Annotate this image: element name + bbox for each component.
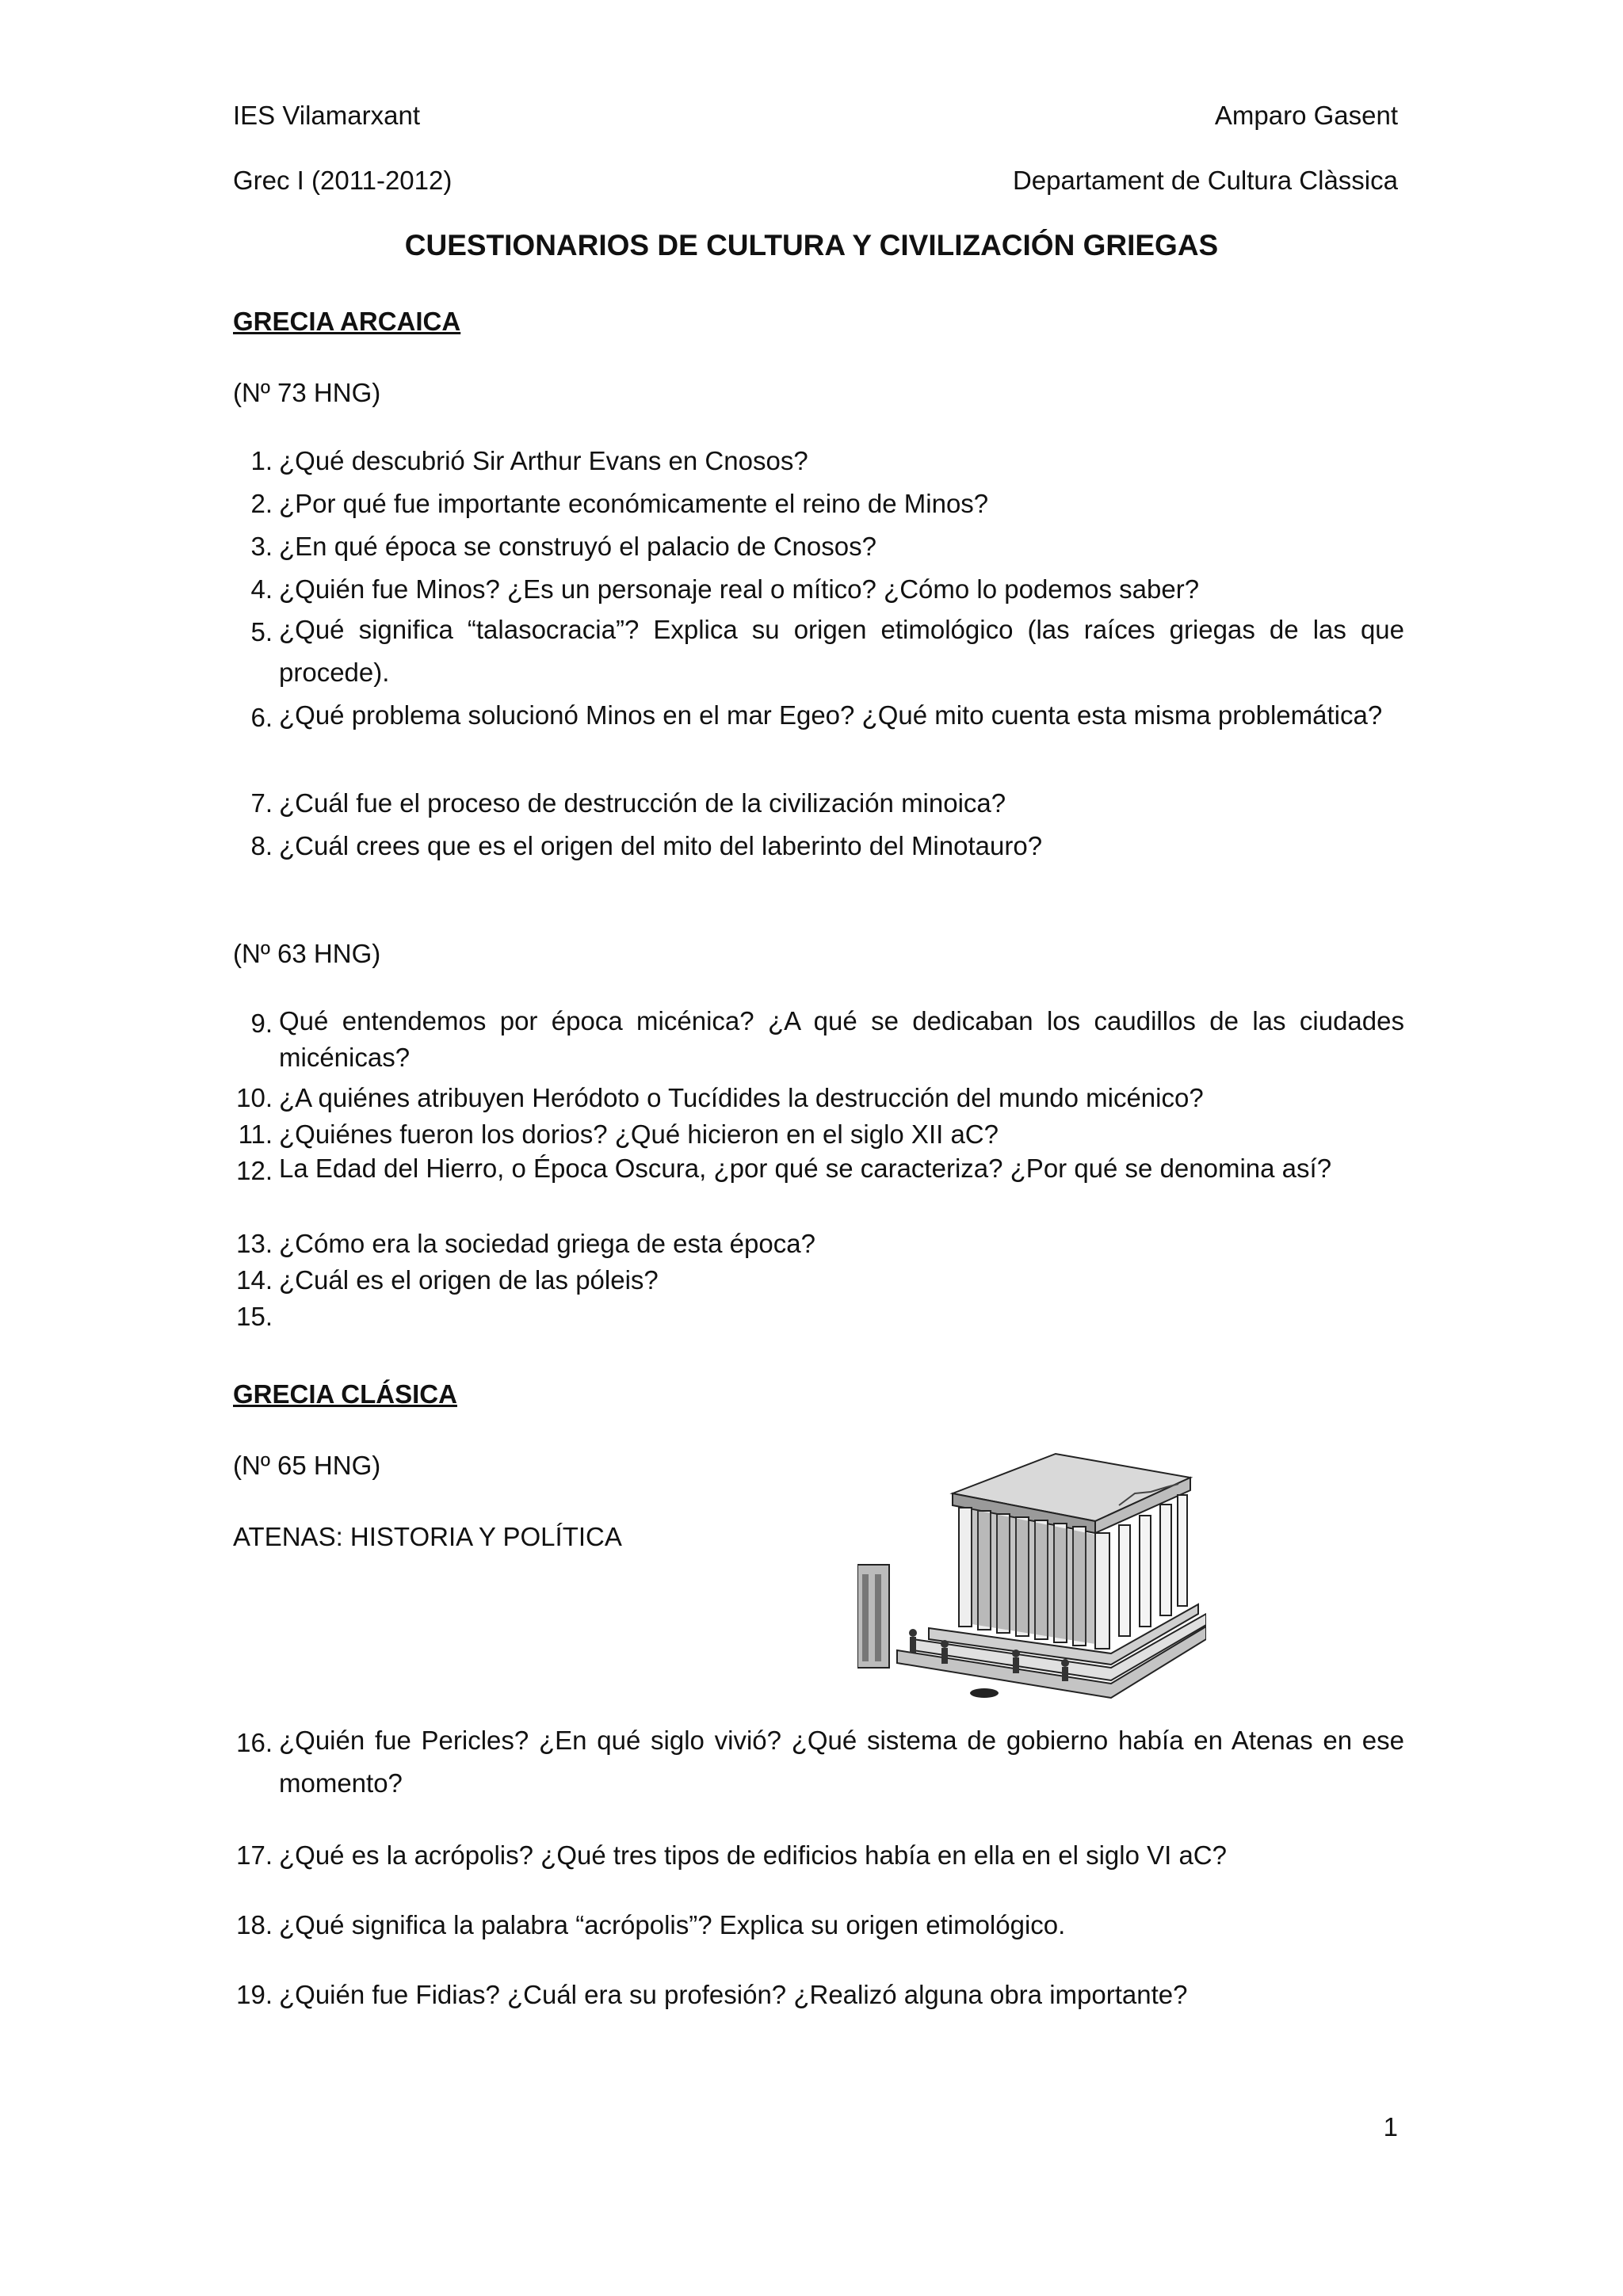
question-text: ¿Cuál crees que es el origen del mito del laberinto del Minotauro? [279, 831, 1043, 860]
question-number: 9. [250, 1009, 273, 1038]
question-text: Qué entendemos por época micénica? ¿A qué se dedicaban los caudillos de las ciudades micénicas? [279, 1006, 1404, 1072]
question-number: 8. [250, 831, 273, 860]
question-number: 2. [250, 489, 273, 518]
question-11 [238, 1119, 1404, 1150]
question-6 [250, 694, 1404, 737]
question-text: ¿Qué significa la palabra “acrópolis”? Explica su origen etimológico. [279, 1910, 1066, 1939]
reference-65-hng: (Nº 65 HNG) [233, 1451, 381, 1480]
question-16 [236, 1726, 1404, 1805]
question-number: 7. [250, 788, 273, 818]
header-course: Grec I (2011-2012) [233, 166, 453, 195]
question-number: 17. [236, 1840, 273, 1870]
reference-73-hng: (Nº 73 HNG) [233, 378, 381, 407]
question-number: 15. [236, 1302, 273, 1331]
question-number: 10. [236, 1083, 273, 1112]
question-text: ¿Cuál es el origen de las póleis? [279, 1265, 659, 1295]
question-8 [250, 830, 1404, 862]
question-7 [250, 788, 1404, 819]
question-4 [250, 574, 1404, 605]
parthenon-illustration [857, 1446, 1206, 1707]
question-number: 6. [250, 703, 273, 732]
question-18 [236, 1909, 1404, 1941]
question-19 [236, 1979, 1404, 2011]
header-school: IES Vilamarxant [233, 101, 420, 130]
question-text: ¿Cómo era la sociedad griega de esta época? [279, 1229, 815, 1258]
question-17 [236, 1840, 1404, 1871]
question-3 [250, 531, 1404, 563]
document-title: CUESTIONARIOS DE CULTURA Y CIVILIZACIÓN GRIEGAS [404, 229, 1219, 261]
question-9 [250, 1006, 1404, 1076]
question-number: 12. [236, 1156, 273, 1185]
question-13 [236, 1228, 1404, 1260]
question-number: 19. [236, 1980, 273, 2009]
question-text: ¿A quiénes atribuyen Heródoto o Tucídides la destrucción del mundo micénico? [279, 1083, 1204, 1112]
question-number: 4. [250, 574, 273, 604]
question-text: La Edad del Hierro, o Época Oscura, ¿por qué se caracteriza? ¿Por qué se denomina así? [279, 1154, 1332, 1183]
question-text: ¿Qué problema solucionó Minos en el mar Egeo? ¿Qué mito cuenta esta misma problemática? [279, 700, 1383, 730]
section-heading-classical: GRECIA CLÁSICA [233, 1379, 457, 1409]
question-text: ¿Quién fue Pericles? ¿En qué siglo vivió? ¿Qué sistema de gobierno había en Atenas en ese momento? [279, 1726, 1404, 1798]
question-1 [250, 445, 1404, 477]
header-department: Departament de Cultura Clàssica [1012, 166, 1398, 195]
question-number: 11. [238, 1119, 273, 1149]
question-text: ¿Por qué fue importante económicamente el reino de Minos? [279, 489, 989, 518]
question-number: 5. [250, 617, 273, 646]
question-number: 1. [250, 446, 273, 475]
subheading-athens: ATENAS: HISTORIA Y POLÍTICA [233, 1522, 622, 1551]
question-5 [250, 608, 1404, 694]
reference-63-hng: (Nº 63 HNG) [233, 939, 381, 968]
question-10 [236, 1082, 1404, 1114]
question-14 [236, 1264, 1404, 1296]
section-heading-archaic: GRECIA ARCAICA [233, 307, 461, 336]
header-author: Amparo Gasent [1214, 101, 1398, 130]
question-number: 3. [250, 532, 273, 561]
question-text: ¿En qué época se construyó el palacio de Cnosos? [279, 532, 876, 561]
question-2 [250, 488, 1404, 520]
page-number: 1 [1383, 2112, 1398, 2142]
question-text: ¿Quién fue Minos? ¿Es un personaje real o mítico? ¿Cómo lo podemos saber? [279, 574, 1200, 604]
question-number: 13. [236, 1229, 273, 1258]
question-text: ¿Quiénes fueron los dorios? ¿Qué hicieron en el siglo XII aC? [279, 1119, 999, 1149]
question-text: ¿Qué descubrió Sir Arthur Evans en Cnosos? [279, 446, 808, 475]
question-number: 18. [236, 1910, 273, 1939]
question-12 [236, 1154, 1404, 1187]
question-text: ¿Qué es la acrópolis? ¿Qué tres tipos de edificios había en ella en el siglo VI aC? [279, 1840, 1227, 1870]
question-text: ¿Qué significa “talasocracia”? Explica su origen etimológico (las raíces griegas de las que procede). [279, 615, 1404, 687]
question-number: 14. [236, 1265, 273, 1295]
question-text: ¿Cuál fue el proceso de destrucción de la civilización minoica? [279, 788, 1006, 818]
question-number: 16. [236, 1728, 273, 1757]
question-text: ¿Quién fue Fidias? ¿Cuál era su profesión? ¿Realizó alguna obra importante? [279, 1980, 1188, 2009]
